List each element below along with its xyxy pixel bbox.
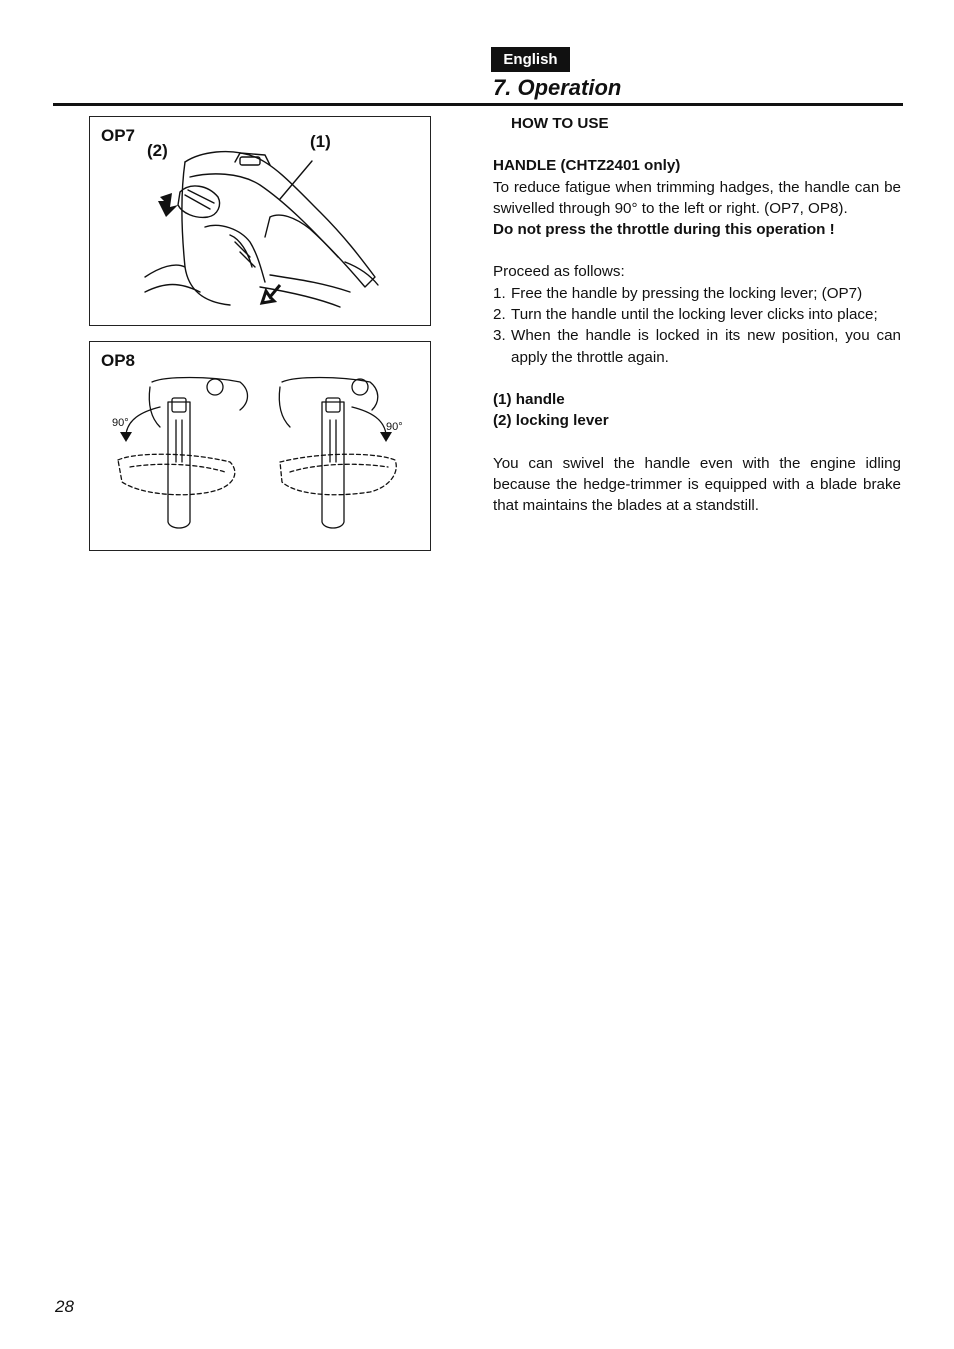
handle-illustration-op7 (90, 117, 430, 325)
list-item (493, 283, 901, 304)
rotate-right-arrow-icon (380, 432, 392, 442)
section-heading: HOW TO USE (511, 115, 609, 132)
list-item-number: 3. (493, 327, 506, 345)
section-title: 7. Operation (493, 75, 622, 100)
press-arrow-icon (158, 193, 178, 217)
figure-op8 (89, 341, 431, 551)
header-rule (53, 103, 903, 106)
callout-handle: (1) (310, 132, 331, 151)
note-paragraph: You can swivel the handle even with the engine idling because the hedge-trimmer is equipped with a blade brake that maintains the blades at a standstill. (493, 454, 901, 515)
instructions-column (493, 113, 901, 516)
swivel-illustration-op8 (90, 342, 430, 550)
intro-paragraph: To reduce fatigue when trimming hadges, the handle can be swivelled through 90° to the left or right. (OP7, OP8). (493, 178, 901, 217)
list-item-text: Free the handle by pressing the locking lever; (OP7) (511, 284, 863, 302)
warning-text: Do not press the throttle during this operation ! (493, 221, 835, 239)
language-badge: English (491, 47, 570, 72)
figure-label-op8: OP8 (101, 351, 136, 370)
proceed-text: Proceed as follows: (493, 263, 625, 281)
subheading: HANDLE (CHTZ2401 only) (493, 157, 681, 175)
page-number: 28 (55, 1297, 74, 1316)
list-item-text: Turn the handle until the locking lever clicks into place; (511, 306, 878, 324)
legend-item: (2) locking lever (493, 412, 609, 430)
list-item-number: 1. (493, 284, 506, 302)
figure-op7 (89, 116, 431, 326)
legend-item: (1) handle (493, 390, 565, 408)
rotate-left-arrow-icon (120, 432, 132, 442)
list-item (493, 325, 901, 368)
list-item (493, 304, 901, 325)
angle-label-left: 90° (112, 417, 129, 429)
list-item-text: When the handle is locked in its new position, you can apply the throttle again. (511, 327, 901, 366)
callout-locking-lever: (2) (147, 141, 168, 160)
figure-label-op7: OP7 (101, 126, 136, 145)
list-item-number: 2. (493, 306, 506, 324)
angle-label-right: 90° (386, 421, 403, 433)
